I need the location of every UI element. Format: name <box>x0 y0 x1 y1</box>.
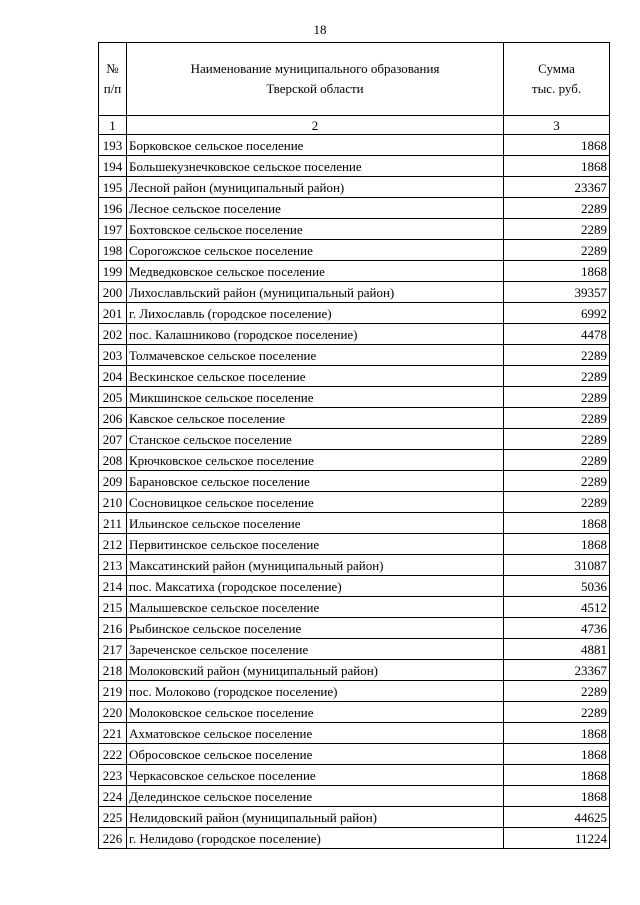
row-amount: 23367 <box>504 660 610 681</box>
row-number: 223 <box>99 765 127 786</box>
row-municipality-name: Кавское сельское поселение <box>127 408 504 429</box>
table-row <box>99 408 610 429</box>
row-amount: 39357 <box>504 282 610 303</box>
table-row <box>99 576 610 597</box>
table-row <box>99 513 610 534</box>
row-amount: 1868 <box>504 723 610 744</box>
row-municipality-name: Вескинское сельское поселение <box>127 366 504 387</box>
row-amount: 31087 <box>504 555 610 576</box>
row-number: 201 <box>99 303 127 324</box>
row-municipality-name: Крючковское сельское поселение <box>127 450 504 471</box>
table-row <box>99 429 610 450</box>
row-municipality-name: Зареченское сельское поселение <box>127 639 504 660</box>
row-number: 199 <box>99 261 127 282</box>
row-amount: 1868 <box>504 513 610 534</box>
budget-table <box>98 42 610 849</box>
row-number: 211 <box>99 513 127 534</box>
row-amount: 2289 <box>504 240 610 261</box>
table-row <box>99 681 610 702</box>
header-number-line2: п/п <box>103 81 122 96</box>
table-row <box>99 135 610 156</box>
row-number: 225 <box>99 807 127 828</box>
row-amount: 2289 <box>504 345 610 366</box>
row-municipality-name: Большекузнечковское сельское поселение <box>127 156 504 177</box>
table-row <box>99 702 610 723</box>
row-amount: 11224 <box>504 828 610 849</box>
row-amount: 5036 <box>504 576 610 597</box>
row-amount: 4478 <box>504 324 610 345</box>
table-row <box>99 597 610 618</box>
row-municipality-name: Ахматовское сельское поселение <box>127 723 504 744</box>
row-amount: 2289 <box>504 471 610 492</box>
row-amount: 4881 <box>504 639 610 660</box>
row-amount: 2289 <box>504 702 610 723</box>
row-municipality-name: Нелидовский район (муниципальный район) <box>127 807 504 828</box>
row-amount: 2289 <box>504 492 610 513</box>
row-municipality-name: Рыбинское сельское поселение <box>127 618 504 639</box>
header-number <box>99 43 127 116</box>
row-amount: 1868 <box>504 135 610 156</box>
row-amount: 2289 <box>504 387 610 408</box>
table-row <box>99 345 610 366</box>
row-number: 222 <box>99 744 127 765</box>
table-row <box>99 366 610 387</box>
table-row <box>99 303 610 324</box>
row-amount: 2289 <box>504 366 610 387</box>
row-number: 198 <box>99 240 127 261</box>
row-amount: 1868 <box>504 765 610 786</box>
row-municipality-name: Медведковское сельское поселение <box>127 261 504 282</box>
row-municipality-name: Лесное сельское поселение <box>127 198 504 219</box>
row-number: 212 <box>99 534 127 555</box>
row-amount: 1868 <box>504 156 610 177</box>
row-amount: 4512 <box>504 597 610 618</box>
row-number: 194 <box>99 156 127 177</box>
header-number-line1: № <box>106 61 119 76</box>
table-row <box>99 219 610 240</box>
row-number: 226 <box>99 828 127 849</box>
table-row <box>99 198 610 219</box>
row-number: 208 <box>99 450 127 471</box>
page-number: 18 <box>313 22 327 37</box>
row-amount: 2289 <box>504 408 610 429</box>
row-municipality-name: Микшинское сельское поселение <box>127 387 504 408</box>
row-number: 209 <box>99 471 127 492</box>
header-name <box>127 43 504 116</box>
column-number-2: 2 <box>127 116 504 135</box>
table-row <box>99 492 610 513</box>
column-numbers-row <box>99 116 610 135</box>
row-amount: 44625 <box>504 807 610 828</box>
row-municipality-name: Ильинское сельское поселение <box>127 513 504 534</box>
table-row <box>99 765 610 786</box>
row-number: 207 <box>99 429 127 450</box>
row-amount: 1868 <box>504 744 610 765</box>
row-number: 205 <box>99 387 127 408</box>
row-number: 213 <box>99 555 127 576</box>
row-number: 218 <box>99 660 127 681</box>
row-amount: 2289 <box>504 198 610 219</box>
row-number: 224 <box>99 786 127 807</box>
row-number: 220 <box>99 702 127 723</box>
header-sum <box>504 43 610 116</box>
table-header-row <box>99 43 610 116</box>
row-municipality-name: Лихославльский район (муниципальный район) <box>127 282 504 303</box>
table-row <box>99 156 610 177</box>
row-number: 221 <box>99 723 127 744</box>
table-row <box>99 471 610 492</box>
row-amount: 2289 <box>504 450 610 471</box>
row-municipality-name: Толмачевское сельское поселение <box>127 345 504 366</box>
row-municipality-name: Малышевское сельское поселение <box>127 597 504 618</box>
table-row <box>99 786 610 807</box>
row-number: 210 <box>99 492 127 513</box>
row-number: 214 <box>99 576 127 597</box>
row-number: 203 <box>99 345 127 366</box>
table-body <box>99 135 610 849</box>
table-row <box>99 639 610 660</box>
row-municipality-name: г. Нелидово (городское поселение) <box>127 828 504 849</box>
row-number: 197 <box>99 219 127 240</box>
header-sum-line1: Сумма <box>538 61 575 76</box>
row-municipality-name: г. Лихославль (городское поселение) <box>127 303 504 324</box>
table-row <box>99 807 610 828</box>
row-municipality-name: Делединское сельское поселение <box>127 786 504 807</box>
row-number: 202 <box>99 324 127 345</box>
table-row <box>99 450 610 471</box>
table-row <box>99 828 610 849</box>
table-row <box>99 177 610 198</box>
row-municipality-name: Черкасовское сельское поселение <box>127 765 504 786</box>
row-number: 195 <box>99 177 127 198</box>
row-municipality-name: пос. Максатиха (городское поселение) <box>127 576 504 597</box>
header-name-line2: Тверской области <box>266 81 364 96</box>
table-row <box>99 387 610 408</box>
row-number: 206 <box>99 408 127 429</box>
row-amount: 1868 <box>504 534 610 555</box>
row-municipality-name: Обросовское сельское поселение <box>127 744 504 765</box>
row-municipality-name: Борковское сельское поселение <box>127 135 504 156</box>
row-amount: 2289 <box>504 681 610 702</box>
table-row <box>99 555 610 576</box>
row-municipality-name: Молоковский район (муниципальный район) <box>127 660 504 681</box>
table-row <box>99 282 610 303</box>
row-amount: 2289 <box>504 429 610 450</box>
row-number: 193 <box>99 135 127 156</box>
row-municipality-name: Первитинское сельское поселение <box>127 534 504 555</box>
row-number: 215 <box>99 597 127 618</box>
row-amount: 1868 <box>504 261 610 282</box>
row-amount: 2289 <box>504 219 610 240</box>
table-row <box>99 660 610 681</box>
row-municipality-name: Сосновицкое сельское поселение <box>127 492 504 513</box>
table-row <box>99 618 610 639</box>
row-municipality-name: Бохтовское сельское поселение <box>127 219 504 240</box>
row-municipality-name: Сорогожское сельское поселение <box>127 240 504 261</box>
row-number: 196 <box>99 198 127 219</box>
row-number: 204 <box>99 366 127 387</box>
row-number: 217 <box>99 639 127 660</box>
row-amount: 6992 <box>504 303 610 324</box>
header-sum-line2: тыс. руб. <box>531 81 582 96</box>
table-row <box>99 240 610 261</box>
row-municipality-name: Барановское сельское поселение <box>127 471 504 492</box>
table-row <box>99 324 610 345</box>
table-row <box>99 261 610 282</box>
row-number: 219 <box>99 681 127 702</box>
row-municipality-name: Молоковское сельское поселение <box>127 702 504 723</box>
row-municipality-name: Лесной район (муниципальный район) <box>127 177 504 198</box>
row-number: 200 <box>99 282 127 303</box>
row-municipality-name: пос. Калашниково (городское поселение) <box>127 324 504 345</box>
table-row <box>99 723 610 744</box>
row-municipality-name: Станское сельское поселение <box>127 429 504 450</box>
column-number-3: 3 <box>504 116 610 135</box>
header-name-line1: Наименование муниципального образования <box>190 61 440 76</box>
table-row <box>99 534 610 555</box>
row-amount: 23367 <box>504 177 610 198</box>
row-municipality-name: Максатинский район (муниципальный район) <box>127 555 504 576</box>
column-number-1: 1 <box>99 116 127 135</box>
row-number: 216 <box>99 618 127 639</box>
row-amount: 4736 <box>504 618 610 639</box>
table-row <box>99 744 610 765</box>
row-municipality-name: пос. Молоково (городское поселение) <box>127 681 504 702</box>
row-amount: 1868 <box>504 786 610 807</box>
